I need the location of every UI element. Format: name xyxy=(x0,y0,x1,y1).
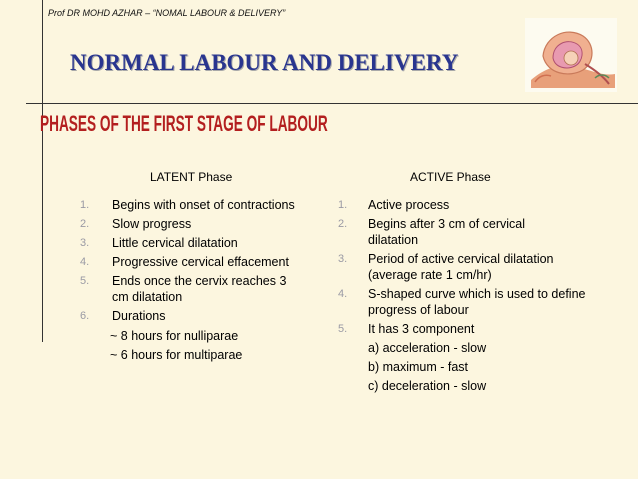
list-text: Progressive cervical effacement xyxy=(112,255,289,269)
list-number: 4. xyxy=(80,256,90,268)
list-number: 2. xyxy=(80,218,90,230)
list-number: 5. xyxy=(80,275,90,287)
list-item xyxy=(338,197,588,213)
list-text: Little cervical dilatation xyxy=(112,236,238,250)
list-number: 1. xyxy=(80,199,90,211)
component-line: b) maximum - fast xyxy=(368,360,469,374)
list-number: 4. xyxy=(338,288,348,300)
list-item xyxy=(338,251,588,283)
active-phase-list xyxy=(338,197,588,397)
latent-phase-heading: LATENT Phase xyxy=(150,170,233,184)
list-number: 5. xyxy=(338,323,348,335)
list-number: 3. xyxy=(80,237,90,249)
list-item xyxy=(80,197,335,213)
section-subtitle: PHASES OF THE FIRST STAGE OF LABOUR xyxy=(40,111,328,136)
component-line: c) deceleration - slow xyxy=(368,379,487,393)
list-number: 1. xyxy=(338,199,348,211)
slide-title: NORMAL LABOUR AND DELIVERY xyxy=(70,50,459,75)
list-text: Durations xyxy=(112,309,166,323)
list-text: It has 3 component xyxy=(368,322,475,336)
list-text: Slow progress xyxy=(112,217,192,231)
list-text: Ends once the cervix reaches 3 cm dilatation xyxy=(112,274,287,304)
list-item xyxy=(80,254,335,270)
vertical-divider xyxy=(42,0,43,342)
slide-header: Prof DR MOHD AZHAR – “NOMAL LABOUR & DELIVERY” xyxy=(48,8,286,18)
duration-line: ~ 8 hours for nulliparae xyxy=(110,329,239,343)
childbirth-illustration xyxy=(525,18,617,92)
latent-phase-list xyxy=(80,197,335,366)
active-phase-heading: ACTIVE Phase xyxy=(410,170,491,184)
title-divider xyxy=(26,103,638,104)
list-text: Period of active cervical dilatation (average rate 1 cm/hr) xyxy=(368,252,554,282)
list-number: 6. xyxy=(80,310,90,322)
list-item xyxy=(80,273,302,305)
list-text: S-shaped curve which is used to define progress of labour xyxy=(368,287,586,317)
list-number: 2. xyxy=(338,218,348,230)
list-item xyxy=(338,216,558,248)
list-number: 3. xyxy=(338,253,348,265)
list-item xyxy=(338,286,588,318)
list-item xyxy=(338,321,588,337)
list-text: Begins with onset of contractions xyxy=(112,198,295,212)
component-line: a) acceleration - slow xyxy=(368,341,487,355)
list-text: Begins after 3 cm of cervical dilatation xyxy=(368,217,526,247)
list-item xyxy=(80,308,335,324)
list-text: Active process xyxy=(368,198,450,212)
list-item xyxy=(80,235,335,251)
list-item xyxy=(80,216,335,232)
duration-line: ~ 6 hours for multiparae xyxy=(110,348,243,362)
